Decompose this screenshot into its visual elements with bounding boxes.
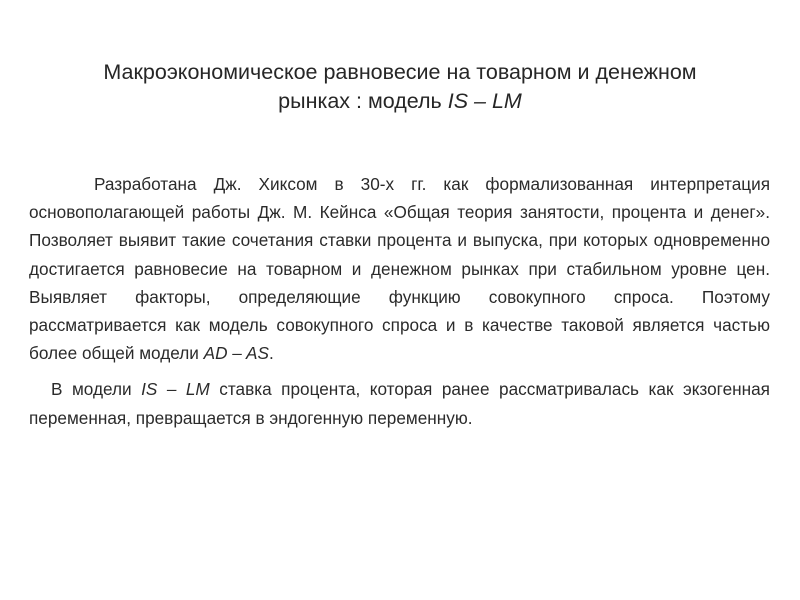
paragraph-1-end: . [268,343,274,364]
paragraph-1-model-name: AD – AS [203,343,269,364]
slide-body [29,170,770,432]
paragraph-1 [29,170,770,367]
slide-title [20,58,780,116]
paragraph-2-prefix: В модели [51,379,142,400]
title-line-1: Макроэкономическое равновесие на товарном и денежном [103,60,697,84]
paragraph-2 [29,375,770,431]
title-model-name: IS – LM [447,89,522,113]
paragraph-2-model-name: IS – LM [141,379,210,400]
paragraph-1-text: Разработана Дж. Хиксом в 30-х гг. как формализованная интерпретация основополагающей работы Дж. М. Кейнса «Общая теория занятости, процента и денег». Позволяет выявит такие сочетания ставки процента и выпуска, при которых одновременно достигается равновесие на товарном и денежном рынках при стабильном уровне цен. Выявляет факторы, определяющие функцию совокупного спроса. Поэтому рассматривается как модель совокупного спроса и в качестве таковой является частью более общей модели [29,174,770,364]
title-line-2 [20,87,780,116]
title-line-2-text: рынках : модель [278,89,448,113]
paragraph-2-text: ставка процента, которая ранее рассматривалась как экзогенная переменная, превращается в эндогенную переменную. [29,379,770,428]
